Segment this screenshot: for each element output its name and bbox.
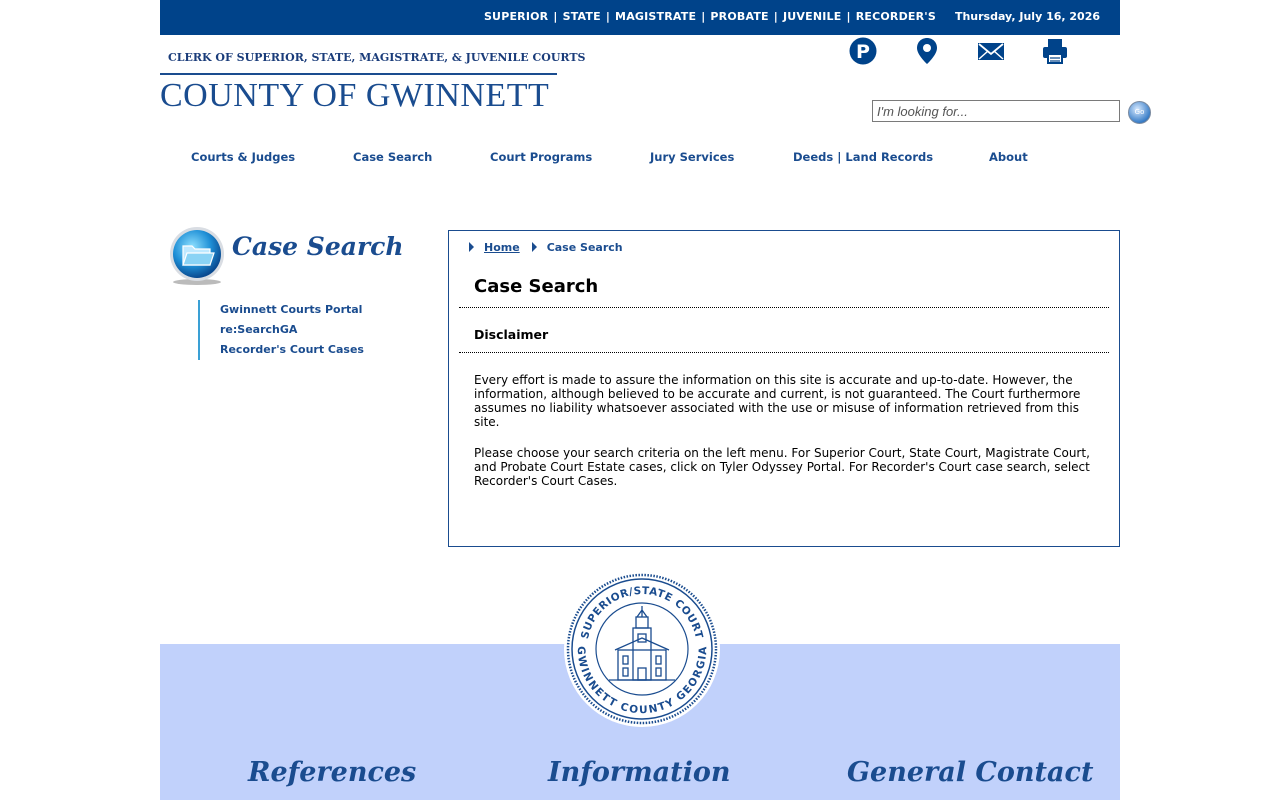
divider <box>459 307 1109 308</box>
court-link-superior[interactable]: SUPERIOR <box>483 10 549 23</box>
folder-icon <box>166 224 228 286</box>
footer-title-general-contact: General Contact <box>847 757 1094 788</box>
main-nav <box>160 150 1120 168</box>
nav-court-programs[interactable]: Court Programs <box>490 150 593 164</box>
seal-bottom-text: GWINNETT COUNTY GEORGIA <box>574 645 710 717</box>
divider <box>459 352 1109 353</box>
mail-icon[interactable] <box>976 36 1006 66</box>
nav-courts-judges[interactable]: Courts & Judges <box>191 150 296 164</box>
printer-icon[interactable] <box>1040 36 1070 66</box>
logo-title[interactable]: COUNTY OF GWINNETT <box>160 77 550 114</box>
court-seal <box>563 570 721 728</box>
sidebar-title: Case Search <box>232 232 404 261</box>
chevron-right-icon <box>532 242 537 252</box>
go-button[interactable]: Go <box>1128 101 1151 124</box>
court-link-state[interactable]: STATE <box>562 10 601 23</box>
disclaimer-text: Every effort is made to assure the information on this site is accurate and up-to-date. However, the information, although believed to be accurate and current, is not guaranteed. The Court furthermore assumes no liability whatsoever associated with the use or misuse of information retrieved from this site. <box>474 373 1081 429</box>
breadcrumb <box>469 241 623 254</box>
logo-subtitle[interactable]: CLERK OF SUPERIOR, STATE, MAGISTRATE, & JUVENILE COURTS <box>168 51 586 64</box>
top-bar <box>160 0 1120 35</box>
footer-title-information: Information <box>548 757 731 788</box>
page <box>160 0 1145 800</box>
instructions-text: Please choose your search criteria on the left menu. For Superior Court, State Court, Magistrate Court, and Probate Court Estate cases, click on Tyler Odyssey Portal. For Recorder's Court case search, select Recorder's Court Cases. <box>474 446 1090 488</box>
parking-icon[interactable] <box>848 36 878 66</box>
chevron-right-icon <box>469 242 474 252</box>
svg-text:P: P <box>856 41 870 63</box>
logo-rule <box>160 73 557 75</box>
sidebar-item-recorders-court-cases[interactable]: Recorder's Court Cases <box>220 343 364 356</box>
nav-about[interactable]: About <box>989 150 1028 164</box>
court-link-magistrate[interactable]: MAGISTRATE <box>615 10 697 23</box>
footer-title-references: References <box>248 757 417 788</box>
sidebar-item-researchga[interactable]: re:SearchGA <box>220 323 298 336</box>
seal-top-text: SUPERIOR/STATE COURT <box>578 584 706 641</box>
section-title: Disclaimer <box>474 327 549 342</box>
map-pin-icon[interactable] <box>912 36 942 66</box>
content-panel <box>448 230 1120 547</box>
breadcrumb-home[interactable]: Home <box>484 241 520 254</box>
nav-case-search[interactable]: Case Search <box>353 150 433 164</box>
court-link-juvenile[interactable]: JUVENILE <box>783 10 842 23</box>
nav-deeds-land-records[interactable]: Deeds | Land Records <box>793 150 934 164</box>
sidebar-menu <box>198 300 364 360</box>
search-input[interactable] <box>872 100 1120 122</box>
court-link-recorders[interactable]: RECORDER'S <box>855 10 936 23</box>
sidebar-item-gwinnett-courts-portal[interactable]: Gwinnett Courts Portal <box>220 303 363 316</box>
nav-jury-services[interactable]: Jury Services <box>650 150 735 164</box>
current-date: Thursday, July 16, 2026 <box>954 10 1100 23</box>
court-link-probate[interactable]: PROBATE <box>710 10 769 23</box>
page-title: Case Search <box>474 276 599 297</box>
breadcrumb-current: Case Search <box>546 241 623 254</box>
court-links: SUPERIOR | STATE | MAGISTRATE | PROBATE | JUVENILE | RECORDER'S <box>483 10 936 23</box>
